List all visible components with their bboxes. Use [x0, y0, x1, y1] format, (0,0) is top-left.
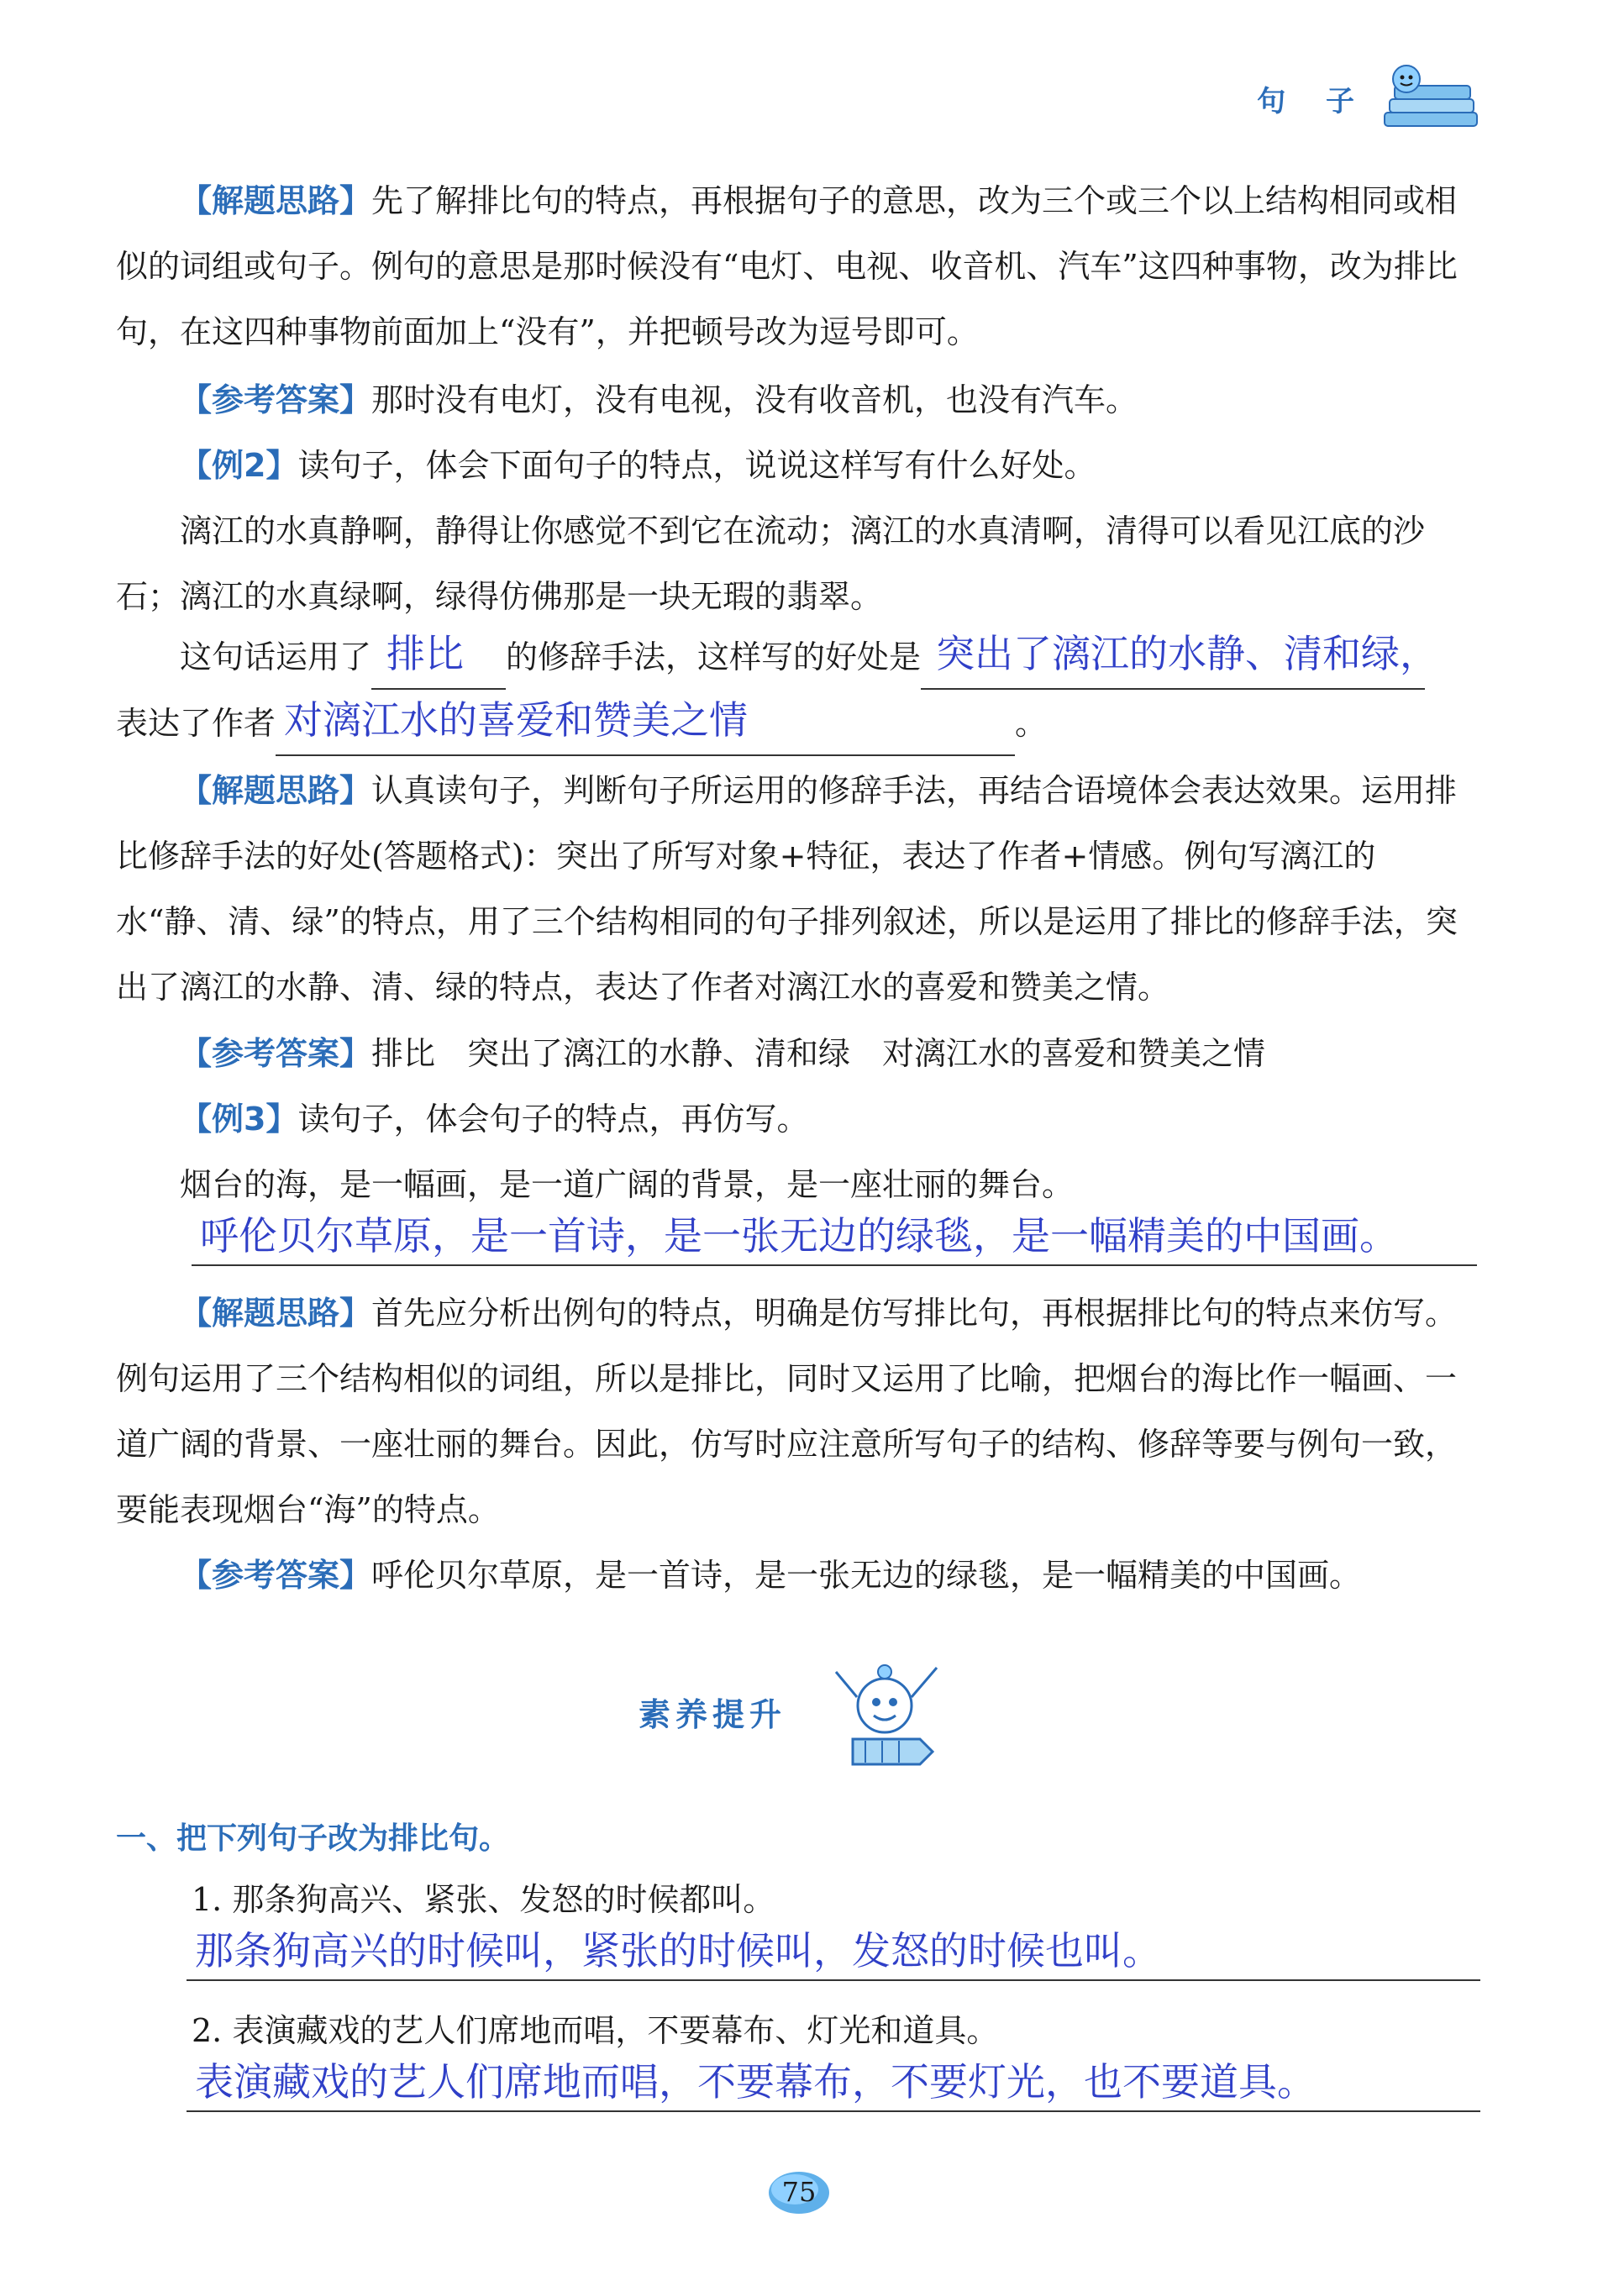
page-header [1257, 60, 1485, 136]
analysis-tag: 【解题思路】 [180, 772, 372, 809]
example-tag: 【例2】 [180, 447, 298, 484]
books-icon [1376, 60, 1485, 136]
example-passage: 漓江的水真静啊，静得让你感觉不到它在流动；漓江的水真清啊，清得可以看见江底的沙石；漓江的水真绿啊，绿得仿佛那是一块无瑕的翡翠。 [116, 512, 1426, 615]
handwritten-answer: 对漓江水的喜爱和赞美之情 [284, 697, 749, 743]
example-3 [116, 1086, 1479, 1217]
analysis-1 [116, 168, 1479, 365]
fill-prefix: 这句话运用了 [180, 639, 372, 675]
answer-tag: 【参考答案】 [180, 1035, 372, 1072]
blank-1 [371, 631, 506, 690]
fill-line-1 [180, 624, 1439, 690]
handwritten-answer: 排比 [386, 631, 465, 676]
page-number: 75 [781, 2176, 817, 2208]
fill-end: 。 [1015, 705, 1048, 742]
mascot-icon [819, 1647, 954, 1773]
analysis-text: 首先应分析出例句的特点，明确是仿写排比句，再根据排比句的特点来仿写。例句运用了三个结构相似的词组，所以是排比，同时又运用了比喻，把烟台的海比作一幅画、一道广阔的背景、一座壮丽的舞台。因此，仿写时应注意所写句子的结构、修辞等要与例句一致，要能表现烟台“海”的特点。 [116, 1295, 1458, 1528]
answer-3 [116, 1542, 1479, 1608]
question-item-1: 1. 那条狗高兴、紧张、发怒的时候都叫。 [192, 1881, 775, 1918]
analysis-3 [116, 1280, 1479, 1542]
question-item-2: 2. 表演藏戏的艺人们席地而唱，不要幕布、灯光和道具。 [192, 2012, 999, 2049]
analysis-text: 先了解排比句的特点，再根据句子的意思，改为三个或三个以上结构相同或相似的词组或句子。例句的意思是那时候没有“电灯、电视、收音机、汽车”这四种事物，改为排比句，在这四种事物前面加上“没有”，并把顿号改为逗号即可。 [116, 182, 1458, 350]
handwritten-answer: 那条狗高兴的时候叫，紧张的时候叫，发怒的时候也叫。 [195, 1928, 1161, 1973]
answer-1 [116, 367, 1479, 433]
blank-3 [276, 697, 1015, 756]
fill-prefix: 表达了作者 [116, 705, 276, 742]
analysis-2 [116, 758, 1479, 1020]
answer-text: 排比 突出了漓江的水静、清和绿 对漓江水的喜爱和赞美之情 [371, 1035, 1266, 1072]
chapter-title: 句 子 [1257, 84, 1369, 118]
blank-2 [921, 631, 1439, 690]
answer-line-item-1 [187, 1921, 1480, 1981]
example-prompt: 读句子，体会下面句子的特点，说说这样写有什么好处。 [297, 447, 1096, 484]
handwritten-answer: 表演藏戏的艺人们席地而唱，不要幕布，不要灯光，也不要道具。 [195, 2059, 1316, 2105]
example-2 [116, 433, 1479, 629]
example-tag: 【例3】 [180, 1101, 298, 1138]
fill-mid: 的修辞手法，这样写的好处是 [506, 639, 922, 675]
question-heading: 一、把下列句子改为排比句。 [116, 1821, 510, 1856]
example-prompt: 读句子，体会句子的特点，再仿写。 [297, 1101, 809, 1138]
analysis-tag: 【解题思路】 [180, 182, 372, 219]
answer-text: 呼伦贝尔草原，是一首诗，是一张无边的绿毯，是一幅精美的中国画。 [371, 1557, 1362, 1594]
section-title: 素养提升 [639, 1696, 787, 1733]
fill-line-2 [116, 691, 1047, 756]
answer-line-item-2 [187, 2052, 1480, 2112]
answer-text: 那时没有电灯，没有电视，没有收音机，也没有汽车。 [371, 381, 1138, 418]
answer-tag: 【参考答案】 [180, 1557, 372, 1594]
analysis-text: 认真读句子，判断句子所运用的修辞手法，再结合语境体会表达效果。运用排比修辞手法的好处(答题格式)：突出了所写对象+特征，表达了作者+情感。例句写漓江的水“静、清、绿”的特点，用了三个结构相同的句子排列叙述，所以是运用了排比的修辞手法，突出了漓江的水静、清、绿的特点，表达了作者对漓江水的喜爱和赞美之情。 [116, 772, 1458, 1006]
example-passage: 烟台的海，是一幅画，是一道广阔的背景，是一座壮丽的舞台。 [180, 1166, 1075, 1203]
answer-tag: 【参考答案】 [180, 381, 372, 418]
analysis-tag: 【解题思路】 [180, 1295, 372, 1332]
answer-2 [116, 1021, 1479, 1086]
answer-line-ex3 [192, 1206, 1477, 1266]
handwritten-answer: 呼伦贝尔草原，是一首诗，是一张无边的绿毯，是一幅精美的中国画。 [200, 1213, 1398, 1259]
handwritten-answer: 突出了漓江的水静、清和绿， [936, 631, 1439, 676]
